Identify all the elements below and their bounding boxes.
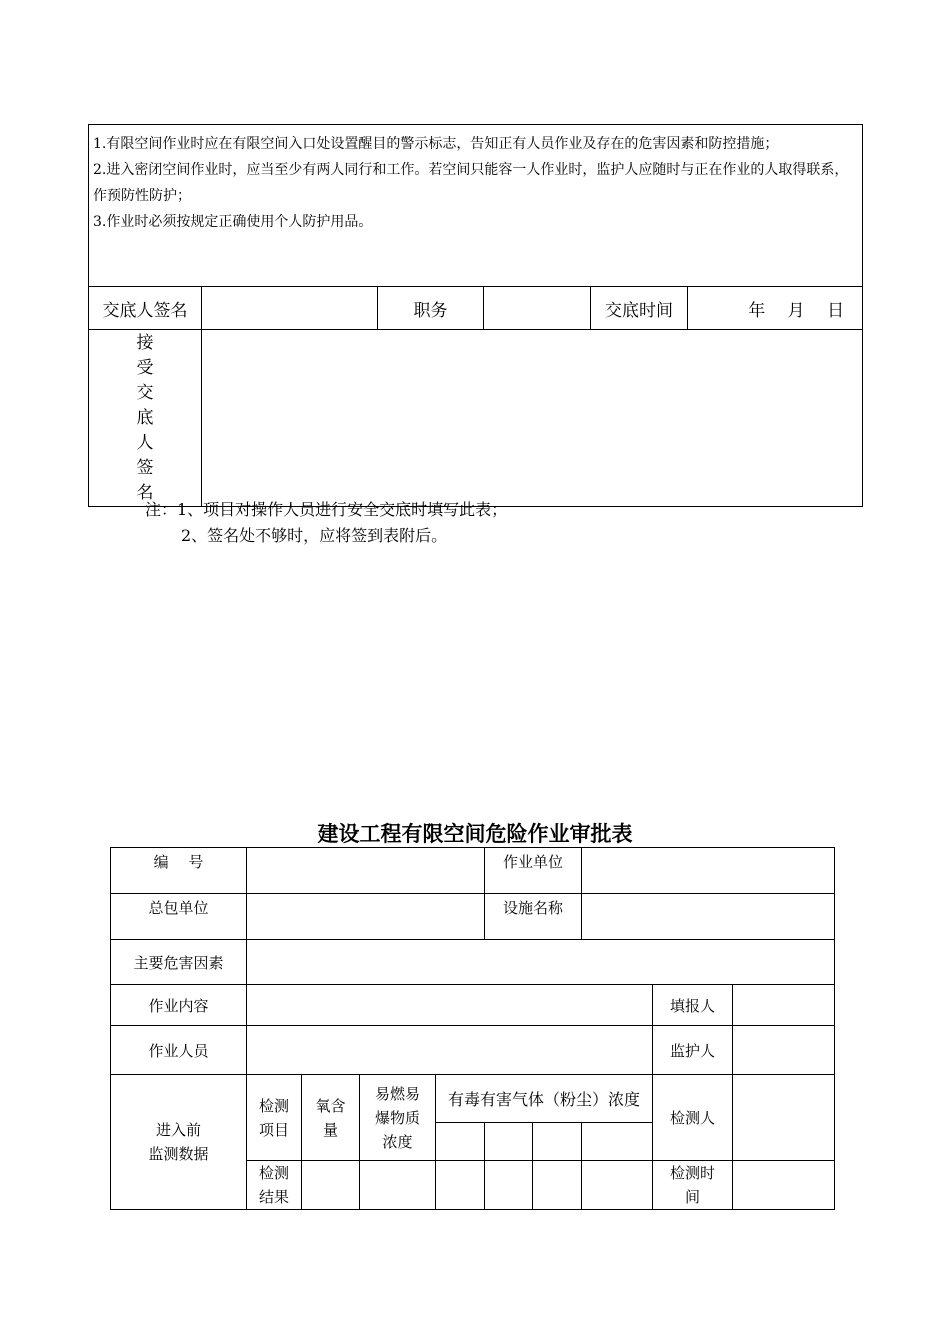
tester-field[interactable] — [733, 1075, 835, 1161]
approval-form-table — [110, 847, 835, 1210]
flammable-label-line: 易燃易 — [374, 1084, 420, 1103]
test-item-label-line: 检测 — [258, 1096, 289, 1115]
toxic-result-field-3[interactable] — [533, 1161, 582, 1210]
toxic-gas-sub-column-3[interactable] — [533, 1123, 582, 1161]
briefer-signature-field[interactable] — [202, 287, 378, 330]
receiver-label-char: 交 — [136, 383, 154, 403]
briefer-signature-label: 交底人签名 — [89, 287, 202, 330]
oxygen-label-line: 氧含 — [315, 1096, 346, 1115]
oxygen-result-field[interactable] — [302, 1161, 360, 1210]
receiver-label-char: 底 — [136, 408, 154, 428]
toxic-gas-sub-column-2[interactable] — [485, 1123, 533, 1161]
flammable-label-line: 浓度 — [382, 1132, 413, 1151]
facility-name-field[interactable] — [582, 894, 835, 940]
oxygen-content-label — [302, 1075, 360, 1161]
tester-label: 检测人 — [653, 1075, 733, 1161]
flammable-label-line: 爆物质 — [374, 1108, 420, 1127]
receiver-signature-label — [89, 330, 202, 507]
work-content-label: 作业内容 — [111, 985, 247, 1026]
approval-form-title: 建设工程有限空间危险作业审批表 — [317, 822, 633, 846]
test-result-label — [247, 1161, 302, 1210]
briefing-notes — [89, 125, 863, 287]
main-hazards-label: 主要危害因素 — [111, 940, 247, 985]
position-field[interactable] — [484, 287, 591, 330]
toxic-result-field-1[interactable] — [436, 1161, 485, 1210]
work-content-field[interactable] — [247, 985, 653, 1026]
workers-label: 作业人员 — [111, 1026, 247, 1075]
pre-entry-label-line: 监测数据 — [148, 1145, 209, 1163]
toxic-gas-concentration-label: 有毒有害气体（粉尘）浓度 — [436, 1075, 653, 1123]
main-hazards-field[interactable] — [247, 940, 835, 985]
pre-entry-label-line: 进入前 — [155, 1121, 201, 1139]
toxic-gas-sub-column-1[interactable] — [436, 1123, 485, 1161]
supervisor-label: 监护人 — [653, 1026, 733, 1075]
test-item-label-line: 项目 — [258, 1120, 289, 1139]
briefing-time-label: 交底时间 — [591, 287, 688, 330]
pre-entry-monitoring-label — [111, 1075, 247, 1210]
general-contractor-field[interactable] — [247, 894, 485, 940]
test-time-label-line: 间 — [685, 1188, 701, 1206]
receiver-label-char: 签 — [136, 458, 154, 478]
work-unit-field[interactable] — [582, 848, 835, 894]
toxic-gas-sub-column-4[interactable] — [582, 1123, 653, 1161]
safety-briefing-table — [88, 124, 863, 507]
receiver-label-char: 名 — [136, 483, 154, 503]
position-label: 职务 — [378, 287, 484, 330]
receiver-label-char: 接 — [136, 333, 154, 353]
general-contractor-label: 总包单位 — [111, 894, 247, 940]
footnote-1: 注：1、项目对操作人员进行安全交底时填写此表； — [145, 500, 508, 519]
test-item-label — [247, 1075, 302, 1161]
toxic-result-field-2[interactable] — [485, 1161, 533, 1210]
supervisor-field[interactable] — [733, 1026, 835, 1075]
oxygen-label-line: 量 — [322, 1120, 338, 1139]
briefing-date-field[interactable]: 年 月 日 — [688, 287, 863, 330]
briefing-note-2: 2.进入密闭空间作业时，应当至少有两人同行和工作。若空间只能容一人作业时，监护人应随时与正在作业的人取得联系，作预防性防护； — [93, 162, 849, 204]
briefing-note-3: 3.作业时必须按规定正确使用个人防护用品。 — [93, 214, 373, 230]
workers-field[interactable] — [247, 1026, 653, 1075]
receiver-signature-area[interactable] — [202, 330, 863, 507]
flammable-result-field[interactable] — [360, 1161, 436, 1210]
reporter-label: 填报人 — [653, 985, 733, 1026]
test-time-label — [653, 1161, 733, 1210]
briefing-note-1: 1.有限空间作业时应在有限空间入口处设置醒目的警示标志，告知正有人员作业及存在的危害因素和防控措施； — [93, 136, 779, 152]
toxic-result-field-4[interactable] — [582, 1161, 653, 1210]
test-time-field[interactable] — [733, 1161, 835, 1210]
receiver-label-char: 受 — [136, 358, 154, 378]
facility-name-label: 设施名称 — [485, 894, 582, 940]
work-unit-label: 作业单位 — [485, 848, 582, 894]
receiver-label-char: 人 — [136, 433, 154, 453]
test-result-label-line: 结果 — [258, 1188, 289, 1206]
footnote-2: 2、签名处不够时，应将签到表附后。 — [181, 526, 448, 545]
reporter-field[interactable] — [733, 985, 835, 1026]
flammable-concentration-label — [360, 1075, 436, 1161]
serial-number-label: 编 号 — [111, 848, 247, 894]
test-result-label-line: 检测 — [258, 1164, 289, 1182]
test-time-label-line: 检测时 — [670, 1164, 716, 1182]
serial-number-field[interactable] — [247, 848, 485, 894]
